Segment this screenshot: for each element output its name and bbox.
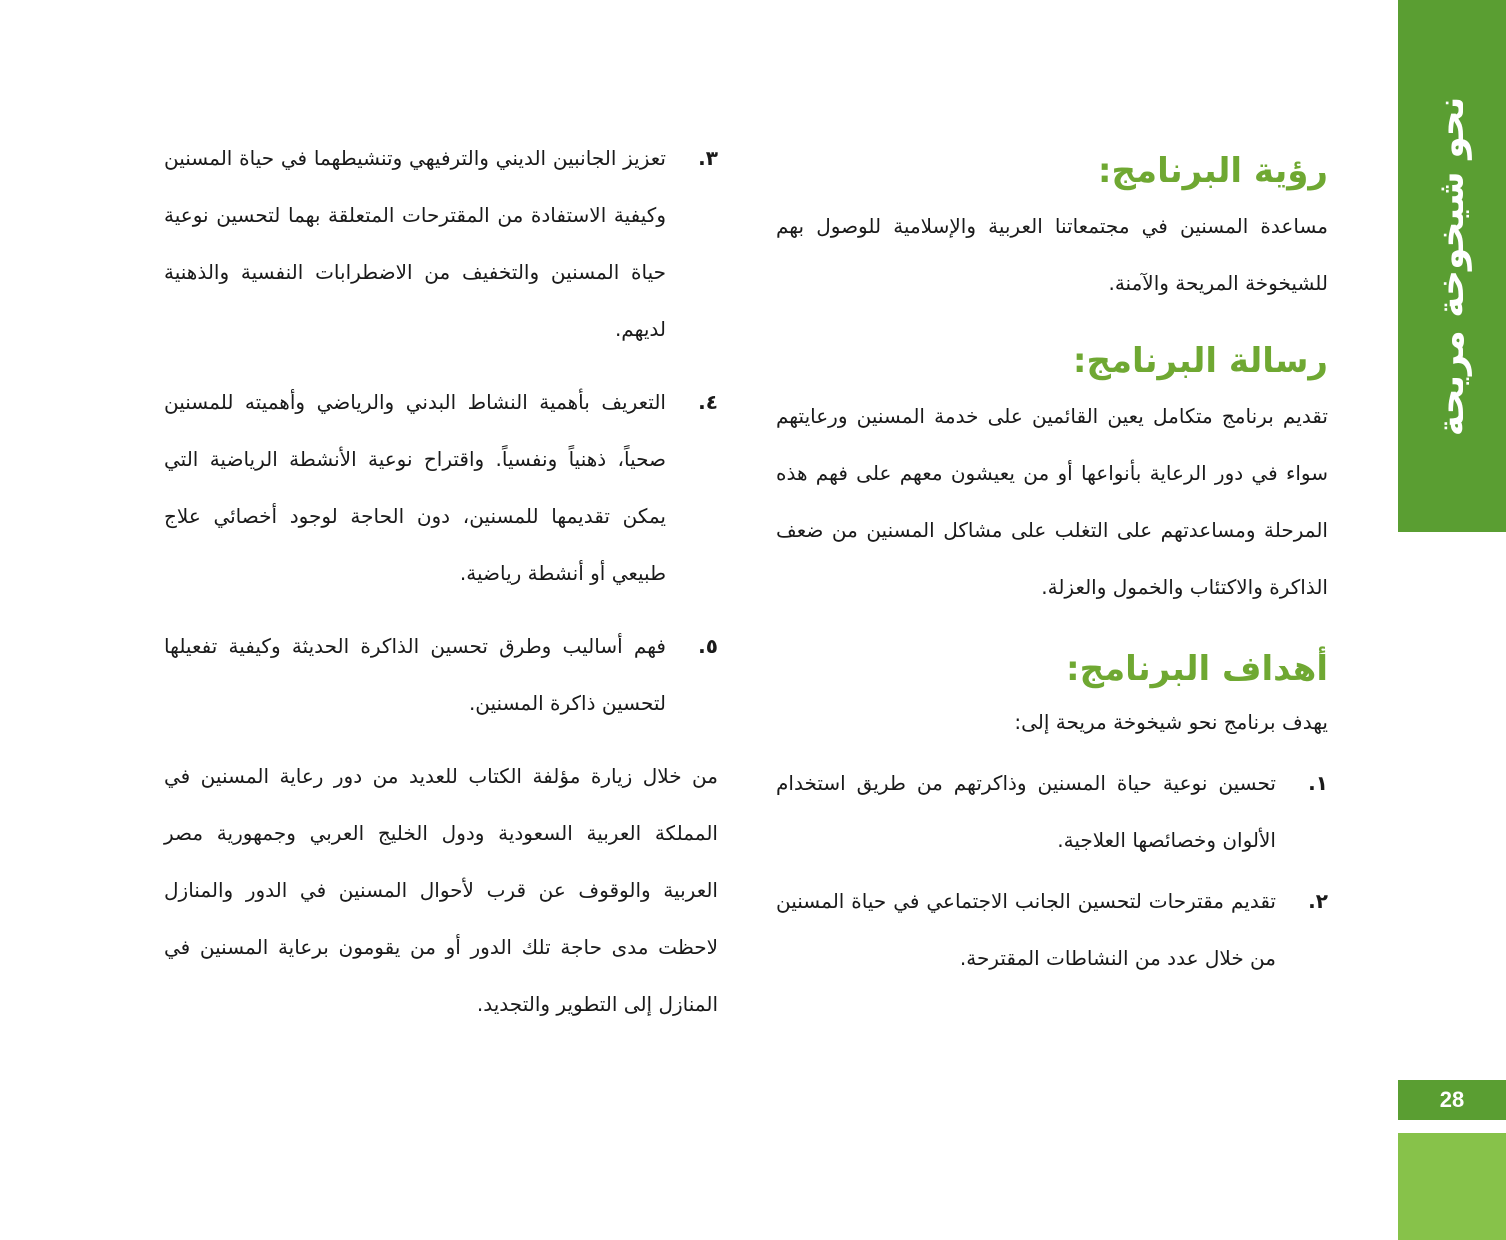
sidebar-title <box>1398 0 1506 532</box>
goals-intro: يهدف برنامج نحو شيخوخة مريحة إلى: <box>1014 710 1328 734</box>
goal-item-text: تعزيز الجانبين الديني والترفيهي وتنشيطهما في حياة المسنين وكيفية الاستفادة من المقترحات المتعلقة بهما لتحسين نوعية حياة المسنين والتخفيف من الاضطرابات النفسية والذهنية لديهم. <box>164 146 666 341</box>
goal-item-2 <box>776 873 1328 987</box>
goal-item-text: فهم أساليب وطرق تحسين الذاكرة الحديثة وكيفية تفعيلها لتحسين ذاكرة المسنين. <box>164 634 666 715</box>
goal-item-3 <box>164 130 718 358</box>
closing-paragraph: من خلال زيارة مؤلفة الكتاب للعديد من دور رعاية المسنين في المملكة العربية السعودية ودول الخليج العربي وجمهورية مصر العربية والوقوف عن قرب لأحوال المسنين في الدور والمنازل لاحظت مدى حاجة تلك الدور أو من يقومون برعاية المسنين في المنازل إلى التطوير والتجديد. <box>164 764 718 1016</box>
mission-text: تقديم برنامج متكامل يعين القائمين على خدمة المسنين ورعايتهم سواء في دور الرعاية بأنواعها أو من يعيشون معهم على فهم هذه المرحلة ومساعدتهم على التغلب على مشاكل المسنين من ضعف الذاكرة والاكتئاب والخمول والعزلة. <box>776 404 1328 599</box>
goal-item-number: ٤. <box>698 390 718 414</box>
mission-heading: رسالة البرنامج: <box>1072 341 1328 381</box>
vision-text: مساعدة المسنين في مجتمعاتنا العربية والإسلامية للوصول بهم للشيخوخة المريحة والآمنة. <box>776 214 1328 295</box>
sidebar-title-text: نحو شيخوخة مريحة <box>1431 96 1473 436</box>
left-column <box>164 130 718 1033</box>
vision-heading: رؤية البرنامج: <box>1097 151 1328 191</box>
goal-item-number: ٣. <box>698 146 718 170</box>
goal-item-number: ٢. <box>1308 889 1328 913</box>
goals-heading: أهداف البرنامج: <box>1066 649 1328 689</box>
bottom-color-block <box>1398 1133 1506 1240</box>
goal-item-number: ٥. <box>698 634 718 658</box>
right-column <box>776 148 1328 987</box>
goal-item-5 <box>164 618 718 732</box>
goal-item-text: التعريف بأهمية النشاط البدني والرياضي وأهميته للمسنين صحياً، ذهنياً ونفسياً. واقتراح نوعية الأنشطة الرياضية التي يمكن تقديمها للمسنين، دون الحاجة لوجود أخصائي علاج طبيعي أو أنشطة رياضية. <box>164 390 666 585</box>
goal-item-1 <box>776 755 1328 869</box>
goal-item-4 <box>164 374 718 602</box>
goal-item-text: تقديم مقترحات لتحسين الجانب الاجتماعي في حياة المسنين من خلال عدد من النشاطات المقترحة. <box>776 889 1276 970</box>
goal-item-text: تحسين نوعية حياة المسنين وذاكرتهم من طريق استخدام الألوان وخصائصها العلاجية. <box>776 771 1276 852</box>
goal-item-number: ١. <box>1308 771 1328 795</box>
page-number: 28 <box>1398 1080 1506 1120</box>
